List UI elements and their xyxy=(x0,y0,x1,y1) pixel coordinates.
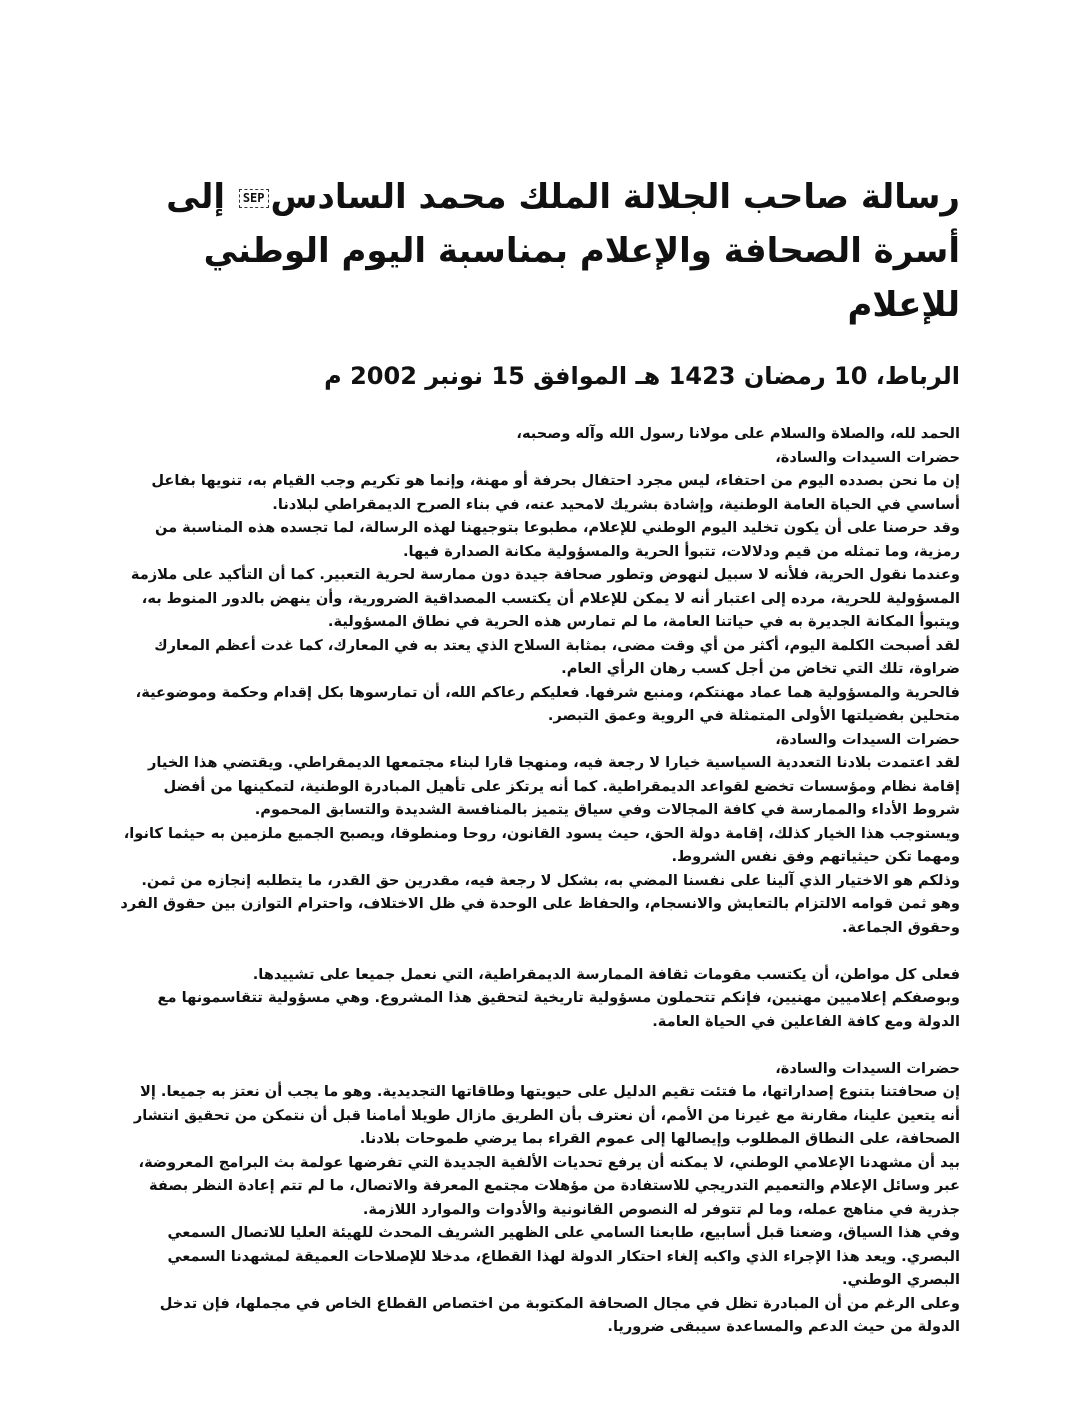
paragraph: لقد اعتمدت بلادنا التعددية السياسية خيارا لا رجعة فيه، ومنهجا قارا لبناء مجتمعها الديمقراطي. ويقتضي هذا الخيار إقامة نظام ومؤسسات تخضع لقواعد الديمقراطية. كما أنه يرتكز على تأهيل المبادرة الوطنية، لتمكينها من أفضل شروط الأداء والممارسة في كافة المجالات وفي سياق يتميز بالمنافسة الشديدة والتسابق المحموم. xyxy=(148,754,960,818)
paragraph: ويستوجب هذا الخيار كذلك، إقامة دولة الحق، حيث يسود القانون، روحا ومنطوقا، ويصبح الجميع ملزمين به حيثما كانوا، ومهما تكن حيثياتهم وفق نفس الشروط. xyxy=(123,824,960,865)
paragraph: إن صحافتنا بتنوع إصداراتها، ما فتئت تقيم الدليل على حيويتها وطاقاتها التجديدية. وهو ما يجب أن نعتز به جميعا. إلا أنه يتعين علينا، مقارنة مع غيرنا من الأمم، أن نعترف بأن الطريق مازال طويلا أمامنا قبل أن نتمكن من تحقيق انتشار الصحافة، على النطاق المطلوب وإيصالها إلى عموم القراء بما يرضي طموحات بلادنا. xyxy=(133,1083,960,1147)
paragraph-gap xyxy=(120,939,960,963)
paragraph: إن ما نحن بصدده اليوم من احتفاء، ليس مجرد احتفال بحرفة أو مهنة، وإنما هو تكريم وجب القيام به، تنويها بفاعل أساسي في الحياة العامة الوطنية، وإشادة بشريك لامحيد عنه، في بناء الصرح الديمقراطي لبلادنا. xyxy=(151,472,960,513)
paragraph: فعلى كل مواطن، أن يكتسب مقومات ثقافة الممارسة الديمقراطية، التي نعمل جميعا على تشييدها. xyxy=(252,965,960,983)
page-title xyxy=(120,170,960,332)
paragraph-gap xyxy=(120,1033,960,1057)
document-page xyxy=(120,170,960,1339)
paragraph: وقد حرصنا على أن يكون تخليد اليوم الوطني للإعلام، مطبوعا بتوجيهنا لهذه الرسالة، لما تجسده هذه المناسبة من رمزية، وما تمثله من قيم ودلالات، تتبوأ الحرية والمسؤولية مكانة الصدارة فيها. xyxy=(154,519,960,560)
separator-glyph: SEP xyxy=(239,189,269,208)
title-part-1: رسالة صاحب الجلالة الملك محمد السادس xyxy=(270,177,960,217)
title-part-2: إلى أسرة الصحافة والإعلام بمناسبة اليوم الوطني للإعلام xyxy=(166,177,960,325)
paragraph: حضرات السيدات والسادة، xyxy=(775,730,960,748)
paragraph: حضرات السيدات والسادة، xyxy=(775,1059,960,1077)
paragraph: وفي هذا السياق، وضعنا قبل أسابيع، طابعنا السامي على الظهير الشريف المحدث للهيئة العليا للاتصال السمعي البصري. ويعد هذا الإجراء الذي واكبه إلغاء احتكار الدولة لهذا القطاع، مدخلا للإصلاحات العميقة لمشهدنا السمعي البصري الوطني. xyxy=(167,1224,960,1288)
letter-body xyxy=(120,422,960,1339)
paragraph: وعلى الرغم من أن المبادرة تظل في مجال الصحافة المكتوبة من اختصاص القطاع الخاص في مجملها، فإن تدخل الدولة من حيث الدعم والمساعدة سيبقى ضروريا. xyxy=(159,1294,960,1335)
paragraph: وبوصفكم إعلاميين مهنيين، فإنكم تتحملون مسؤولية تاريخية لتحقيق هذا المشروع. وهي مسؤولية تتقاسمونها مع الدولة ومع كافة الفاعلين في الحياة العامة. xyxy=(157,989,960,1030)
paragraph: بيد أن مشهدنا الإعلامي الوطني، لا يمكنه أن يرفع تحديات الألفية الجديدة التي تفرضها عولمة بث البرامج المعروضة، عبر وسائل الإعلام والتعميم التدريجي للاستفادة من مؤهلات مجتمع المعرفة والاتصال، ما لم تتم إعادة النظر بصفة جذرية في مناهج عمله، وما لم تتوفر له النصوص القانونية والأدوات والموارد اللازمة. xyxy=(138,1153,960,1218)
paragraph: الحمد لله، والصلاة والسلام على مولانا رسول الله وآله وصحبه، xyxy=(516,425,960,442)
paragraph: لقد أصبحت الكلمة اليوم، أكثر من أي وقت مضى، بمثابة السلاح الذي يعتد به في المعارك، كما غدت أعظم المعارك ضراوة، تلك التي تخاض من أجل كسب رهان الرأي العام. xyxy=(154,636,960,677)
paragraph: حضرات السيدات والسادة، xyxy=(775,448,960,466)
paragraph: وعندما نقول الحرية، فلأنه لا سبيل لنهوض وتطور صحافة جيدة دون ممارسة لحرية التعبير. كما أن التأكيد على ملازمة المسؤولية للحرية، مرده إلى اعتبار أنه لا يمكن للإعلام أن يكتسب المصداقية الضرورية، وأن ينهض بالدور المنوط به، ويتبوأ المكانة الجديرة به في حياتنا العامة، ما لم تمارس هذه الحرية في نطاق المسؤولية. xyxy=(130,566,960,630)
date-line: الرباط، 10 رمضان 1423 هـ الموافق 15 نونبر 2002 م xyxy=(324,362,960,390)
paragraph: وذلكم هو الاختيار الذي آلينا على نفسنا المضي به، بشكل لا رجعة فيه، مقدرين حق القدر، ما يتطلبه إنجازه من ثمن. وهو ثمن قوامه الالتزام بالتعايش والانسجام، والحفاظ على الوحدة في ظل الاختلاف، واحترام التوازن بين حقوق الفرد وحقوق الجماعة. xyxy=(120,871,960,936)
paragraph: فالحرية والمسؤولية هما عماد مهنتكم، ومنبع شرفها. فعليكم رعاكم الله، أن تمارسوها بكل إقدام وحكمة وموضوعية، متحلين بفضيلتها الأولى المتمثلة في الروية وعمق التبصر. xyxy=(135,683,960,724)
